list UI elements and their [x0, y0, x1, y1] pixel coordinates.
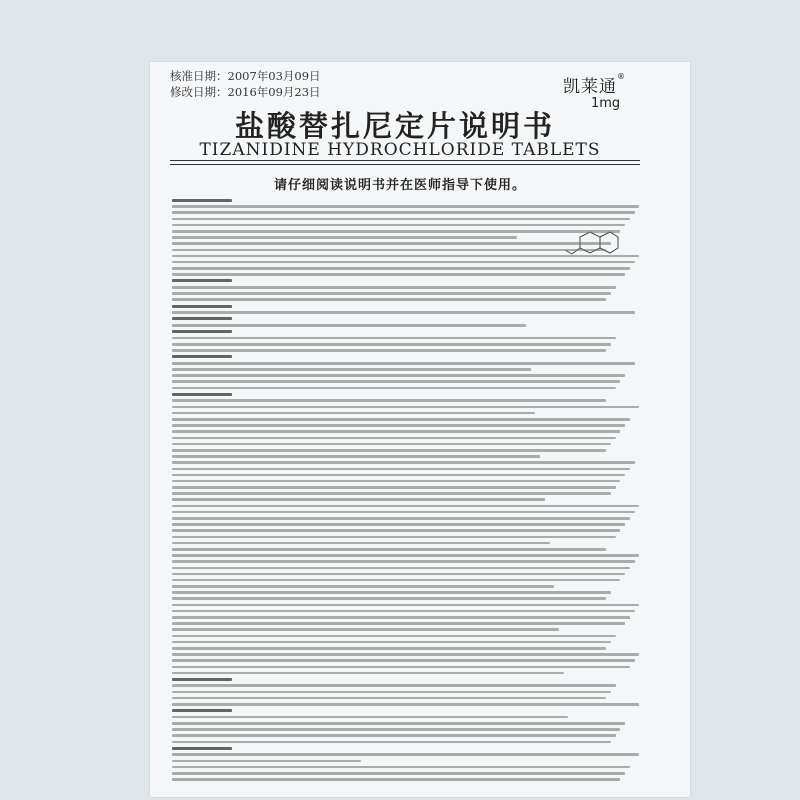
body-text-line	[172, 374, 625, 377]
body-text-line	[172, 218, 630, 221]
body-text-line	[172, 647, 606, 650]
body-text-line	[172, 591, 611, 594]
dose-label: 1mg	[591, 96, 621, 111]
body-text-line	[172, 298, 606, 301]
section-heading-line	[172, 355, 232, 358]
body-text-line	[172, 628, 559, 631]
body-text-line	[172, 236, 517, 239]
body-text-line	[172, 766, 630, 769]
trademark-symbol: ®	[617, 72, 626, 81]
body-text-line	[172, 455, 540, 458]
body-text-line	[172, 443, 611, 446]
body-text-line	[172, 542, 550, 545]
leaflet-body-text	[172, 195, 644, 790]
body-text-line	[172, 728, 620, 731]
title-rule-thin	[170, 164, 640, 165]
body-text-line	[172, 249, 606, 252]
body-text-line	[172, 716, 568, 719]
body-text-line	[172, 760, 361, 763]
revision-date: 修改日期：2016年09月23日	[170, 85, 321, 99]
body-text-line	[172, 585, 554, 588]
body-text-line	[172, 224, 625, 227]
section-heading-line	[172, 279, 232, 282]
body-text-line	[172, 387, 616, 390]
body-text-line	[172, 311, 635, 314]
section-heading-line	[172, 393, 232, 396]
body-text-line	[172, 722, 625, 725]
body-text-line	[172, 368, 531, 371]
section-heading-line	[172, 330, 232, 333]
body-text-line	[172, 666, 630, 669]
body-text-line	[172, 399, 606, 402]
revision-dates	[170, 68, 321, 100]
body-text-line	[172, 548, 606, 551]
usage-notice: 请仔细阅读说明书并在医师指导下使用。	[273, 178, 526, 193]
body-text-line	[172, 672, 564, 675]
title-rule	[170, 160, 640, 161]
body-text-line	[172, 734, 616, 737]
body-text-line	[172, 412, 535, 415]
section-heading-line	[172, 317, 232, 320]
body-text-line	[172, 772, 625, 775]
body-text-line	[172, 437, 616, 440]
body-text-line	[172, 242, 611, 245]
body-text-line	[172, 741, 611, 744]
body-text-line	[172, 536, 616, 539]
body-text-line	[172, 604, 639, 607]
body-text-line	[172, 418, 630, 421]
body-text-line	[172, 449, 606, 452]
body-text-line	[172, 324, 526, 327]
body-text-line	[172, 349, 606, 352]
body-text-line	[172, 461, 635, 464]
body-text-line	[172, 641, 611, 644]
body-text-line	[172, 480, 620, 483]
body-text-line	[172, 498, 545, 501]
body-text-line	[172, 286, 616, 289]
body-text-line	[172, 343, 611, 346]
body-text-line	[172, 486, 616, 489]
body-text-line	[172, 653, 639, 656]
brand-name	[563, 72, 626, 97]
document-title-english: TIZANIDINE HYDROCHLORIDE TABLETS	[199, 140, 601, 160]
body-text-line	[172, 337, 616, 340]
body-text-line	[172, 468, 630, 471]
body-text-line	[172, 659, 635, 662]
body-text-line	[172, 511, 635, 514]
body-text-line	[172, 597, 606, 600]
body-text-line	[172, 230, 620, 233]
brand-text: 凯莱通	[563, 77, 617, 97]
section-heading-line	[172, 678, 232, 681]
body-text-line	[172, 573, 625, 576]
body-text-line	[172, 753, 639, 756]
section-heading-line	[172, 709, 232, 712]
body-text-line	[172, 424, 625, 427]
body-text-line	[172, 523, 625, 526]
body-text-line	[172, 261, 635, 264]
body-text-line	[172, 205, 639, 208]
body-text-line	[172, 697, 606, 700]
body-text-line	[172, 517, 630, 520]
body-text-line	[172, 622, 625, 625]
body-text-line	[172, 292, 611, 295]
body-text-line	[172, 211, 635, 214]
body-text-line	[172, 406, 639, 409]
body-text-line	[172, 560, 635, 563]
body-text-line	[172, 362, 635, 365]
body-text-line	[172, 616, 630, 619]
section-heading-line	[172, 747, 232, 750]
document-title: 盐酸替扎尼定片说明书	[234, 109, 555, 143]
body-text-line	[172, 430, 620, 433]
body-text-line	[172, 684, 616, 687]
body-text-line	[172, 492, 611, 495]
body-text-line	[172, 505, 639, 508]
body-text-line	[172, 380, 620, 383]
body-text-line	[172, 635, 616, 638]
body-text-line	[172, 579, 620, 582]
body-text-line	[172, 567, 630, 570]
section-heading-line	[172, 305, 232, 308]
body-text-line	[172, 703, 639, 706]
body-text-line	[172, 529, 620, 532]
body-text-line	[172, 778, 620, 781]
section-heading-line	[172, 199, 232, 202]
body-text-line	[172, 273, 625, 276]
body-text-line	[172, 255, 639, 258]
body-text-line	[172, 691, 611, 694]
body-text-line	[172, 474, 625, 477]
body-text-line	[172, 610, 635, 613]
body-text-line	[172, 267, 630, 270]
body-text-line	[172, 554, 639, 557]
approval-date: 核准日期：2007年03月09日	[170, 69, 321, 83]
